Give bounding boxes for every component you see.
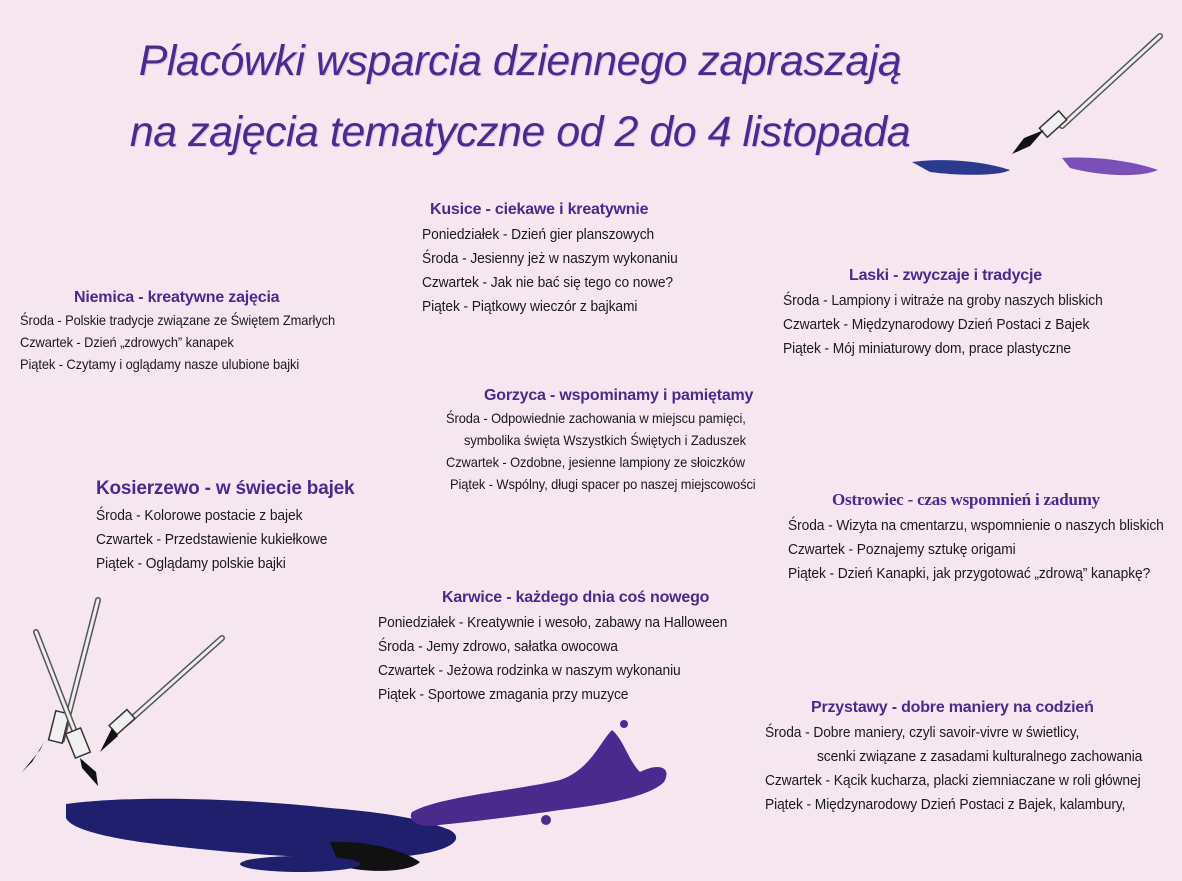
section-heading: Kusice - ciekawe i kreatywnie [430,201,649,218]
schedule-line: Czwartek - Kącik kucharza, placki ziemniaczane w roli głównej [765,772,1141,789]
section-heading: Kosierzewo - w świecie bajek [96,478,355,499]
schedule-line: Czwartek - Dzień „zdrowych” kanapek [20,334,234,350]
section-heading: Przystawy - dobre maniery na codzień [811,699,1094,716]
section-karwice [378,589,758,707]
schedule-line: Piątek - Międzynarodowy Dzień Postaci z Bajek, kalambury, [765,796,1126,813]
schedule-line: Czwartek - Poznajemy sztukę origami [788,541,1016,558]
paint-splash-icon [66,720,667,872]
schedule-line: Środa - Polskie tradycje związane ze Świętem Zmarłych [20,312,336,328]
section-ostrowiec [788,490,1182,586]
schedule-line: Czwartek - Jeżowa rodzinka w naszym wykonaniu [378,662,681,679]
schedule-line: scenki związane z zasadami kulturalnego zachowania [817,748,1143,765]
schedule-line: Poniedziałek - Dzień gier planszowych [422,226,655,243]
section-gorzyca [446,387,782,495]
section-heading: Niemica - kreatywne zajęcia [74,289,280,306]
schedule-line: Piątek - Oglądamy polskie bajki [96,555,286,572]
schedule-line: Czwartek - Ozdobne, jesienne lampiony ze słoiczków [446,454,745,470]
schedule-line: Środa - Jesienny jeż w naszym wykonaniu [422,250,678,267]
section-heading: Laski - zwyczaje i tradycje [849,267,1042,284]
section-niemica [20,289,363,375]
schedule-line: symbolika święta Wszystkich Świętych i Zaduszek [464,432,746,448]
schedule-line: Piątek - Wspólny, długi spacer po naszej miejscowości [450,476,756,492]
section-laski [783,267,1130,361]
section-kosierzewo [96,478,354,576]
schedule-line: Czwartek - Jak nie bać się tego co nowe? [422,274,673,291]
section-przystawy [765,699,1173,817]
section-heading: Gorzyca - wspominamy i pamiętamy [484,387,754,404]
schedule-line: Środa - Kolorowe postacie z bajek [96,507,303,524]
schedule-line: Piątek - Piątkowy wieczór z bajkami [422,298,638,315]
schedule-line: Czwartek - Przedstawienie kukiełkowe [96,531,328,548]
schedule-line: Poniedziałek - Kreatywnie i wesoło, zabawy na Halloween [378,614,728,631]
schedule-line: Piątek - Mój miniaturowy dom, prace plastyczne [783,340,1071,357]
schedule-line: Środa - Lampiony i witraże na groby naszych bliskich [783,292,1103,309]
schedule-line: Środa - Jemy zdrowo, sałatka owocowa [378,638,618,655]
schedule-line: Piątek - Dzień Kanapki, jak przygotować „zdrową” kanapkę? [788,565,1151,582]
schedule-line: Środa - Dobre maniery, czyli savoir-vivre w świetlicy, [765,724,1080,741]
page-title-line-2: na zajęcia tematyczne od 2 do 4 listopada [129,108,911,156]
schedule-line: Środa - Wizyta na cmentarzu, wspomnienie o naszych bliskich [788,517,1164,534]
schedule-line: Piątek - Czytamy i oglądamy nasze ulubione bajki [20,356,300,372]
section-heading: Karwice - każdego dnia coś nowego [442,589,710,606]
schedule-line: Piątek - Sportowe zmagania przy muzyce [378,686,629,703]
schedule-line: Czwartek - Międzynarodowy Dzień Postaci z Bajek [783,316,1090,333]
paintbrushes-bottom-left-icon [22,600,222,786]
schedule-line: Środa - Odpowiednie zachowania w miejscu pamięci, [446,410,746,426]
section-heading: Ostrowiec - czas wspomnień i zadumy [832,490,1100,509]
section-kusice [422,201,700,319]
page-title-line-1: Placówki wsparcia dziennego zapraszają [138,37,902,85]
